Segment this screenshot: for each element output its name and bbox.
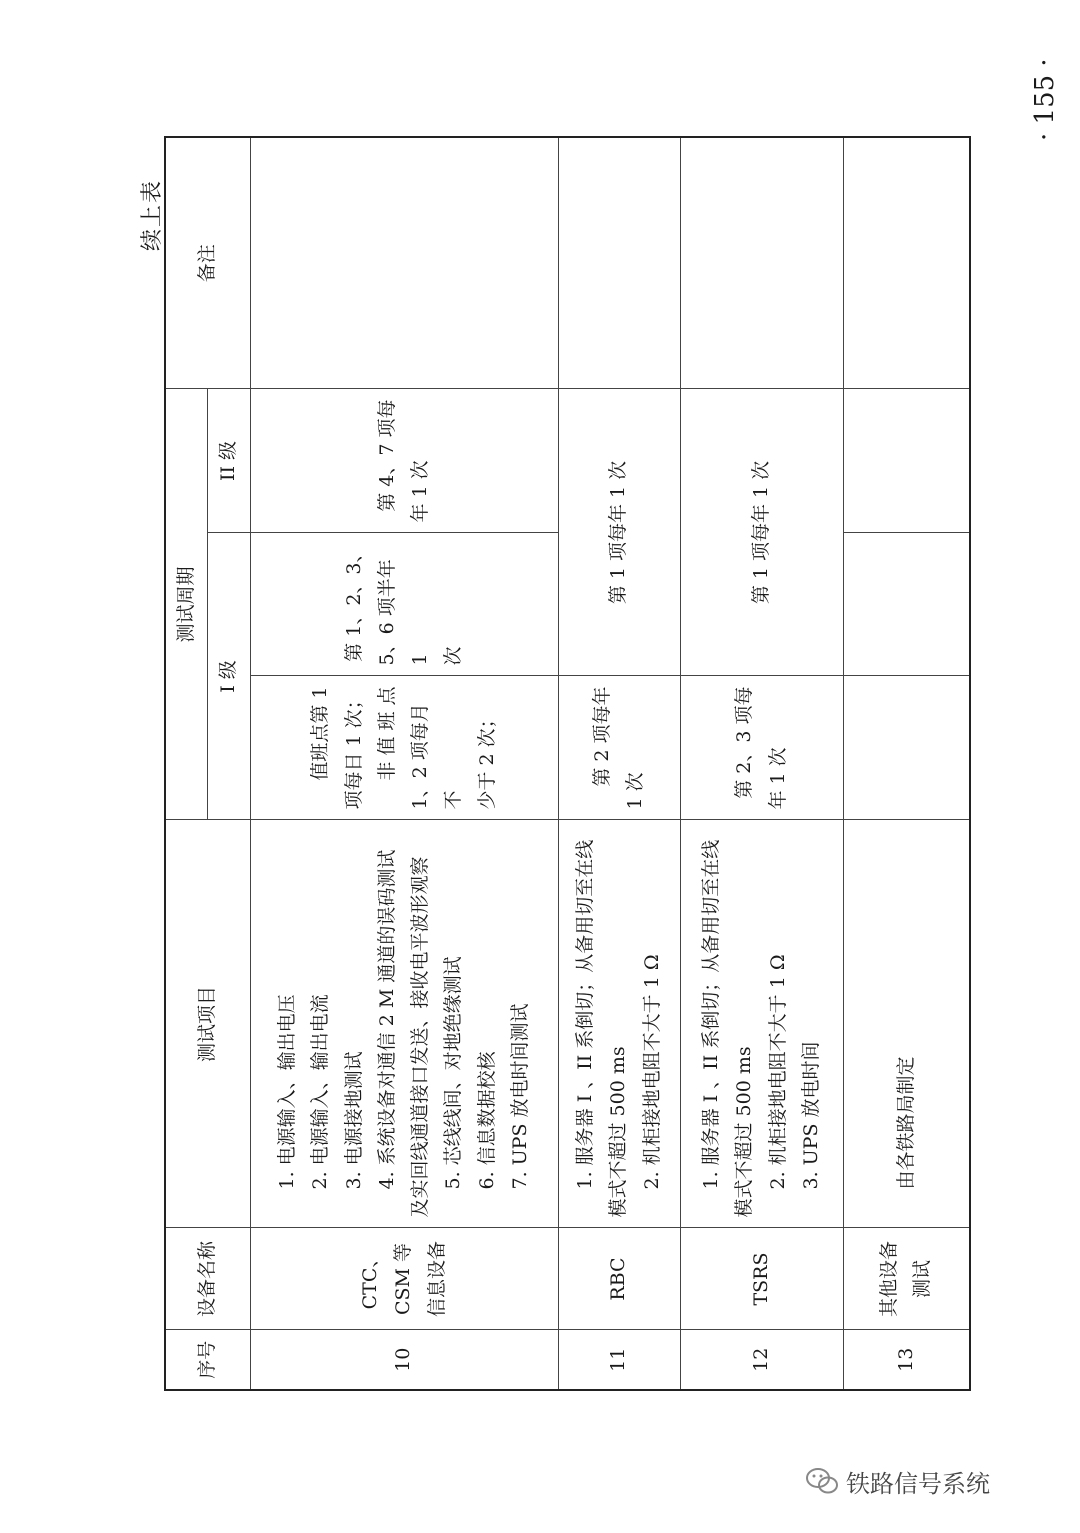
cycle-line: 值班点第 1: [309, 686, 332, 781]
level1a-cell: [250, 676, 558, 820]
cycle-line: 第 4、7 项每: [375, 399, 398, 512]
test-item: 模式不超过 500 ms: [607, 1046, 630, 1218]
cycle-line: 1 次: [624, 772, 646, 810]
watermark: [804, 1461, 1044, 1501]
page-number: · 155 ·: [1030, 58, 1060, 141]
table-row: [843, 137, 970, 1390]
cycle-line: 年 1 次: [409, 460, 431, 523]
cycle-line: 1、2 项每月不: [409, 703, 465, 810]
test-cycle-table: [164, 136, 971, 1391]
header-cycle: 测试周期: [165, 389, 208, 820]
header-device: 设备名称: [165, 1228, 250, 1330]
remark-cell: [843, 137, 970, 389]
items-cell: [558, 820, 680, 1228]
test-item: 1. 服务器 I 、II 系倒切；从备用切至在线: [574, 839, 597, 1190]
header-seq: 序号: [165, 1330, 250, 1390]
test-item: 7. UPS 放电时间测试: [508, 1003, 531, 1190]
device-cell: TSRS: [680, 1228, 843, 1330]
continued-label: 续上表: [140, 178, 165, 251]
level2-cell: [250, 389, 558, 533]
seq-cell: 11: [558, 1330, 680, 1390]
level1a-cell: [843, 676, 970, 820]
test-item: 5. 芯线线间、对地绝缘测试: [442, 956, 465, 1190]
cycle-line: 项每日 1 次；: [342, 690, 365, 810]
seq-cell: 12: [680, 1330, 843, 1390]
cycle-line: 少于 2 次；: [475, 709, 498, 810]
test-item: 6. 信息数据校核: [475, 1051, 498, 1190]
items-cell: [680, 820, 843, 1228]
level1b-cell: [250, 533, 558, 676]
items-cell: [250, 820, 558, 1228]
cycle-line: 非 值 班 点: [375, 686, 398, 781]
items-cell: [843, 820, 970, 1228]
cycle-line: 第 2、3 项每: [733, 686, 756, 799]
cycle-line: 第 1、2、3、: [342, 543, 365, 662]
device-cell: 其他设备测试: [843, 1228, 970, 1330]
test-item: 模式不超过 500 ms: [733, 1046, 756, 1218]
level1b-level2-cell: 第 1 项每年 1 次: [680, 389, 843, 676]
remark-cell: [558, 137, 680, 389]
table-row: [680, 137, 843, 1390]
watermark-text: 铁路信号系统: [846, 1469, 990, 1498]
header-items: 测试项目: [165, 820, 250, 1228]
cycle-line: 第 2 项每年: [590, 686, 613, 787]
test-item: 2. 机柜接地电阻不大于 1 Ω: [766, 954, 789, 1190]
header-level2: II 级: [208, 389, 250, 533]
test-item: 由各铁路局制定: [894, 1056, 917, 1190]
level1a-cell: [680, 676, 843, 820]
cycle-line: 次: [442, 646, 465, 666]
test-item: 1. 服务器 I 、II 系倒切；从备用切至在线: [700, 839, 722, 1190]
seq-cell: 10: [250, 1330, 558, 1390]
device-cell: RBC: [558, 1228, 680, 1330]
test-item: 2. 机柜接地电阻不大于 1 Ω: [640, 954, 663, 1190]
level1b-cell: [843, 533, 970, 676]
seq-cell: 13: [843, 1330, 970, 1390]
header-remark: 备注: [165, 137, 250, 389]
cycle-line: 年 1 次: [766, 747, 789, 810]
chat-bubble-icon: [804, 1465, 840, 1497]
cycle-line: 5、6 项半年 1: [375, 559, 431, 666]
test-item: 3. UPS 放电时间: [799, 1041, 822, 1190]
header-row: [165, 137, 208, 1390]
level1b-level2-cell: 第 1 项每年 1 次: [558, 389, 680, 676]
remark-cell: [250, 137, 558, 389]
device-cell: CTC、CSM 等信息设备: [250, 1228, 558, 1330]
table-row: [558, 137, 680, 1390]
test-item: 及实回线通道接口发送、接收电平波形观察: [409, 856, 431, 1218]
remark-cell: [680, 137, 843, 389]
test-item: 1. 电源输入、输出电压: [276, 994, 298, 1190]
level2-cell: [843, 389, 970, 533]
level1a-cell: [558, 676, 680, 820]
test-item: 4. 系统设备对通信 2 M 通道的误码测试: [375, 849, 398, 1190]
test-item: 3. 电源接地测试: [342, 1051, 365, 1190]
table-row: [250, 137, 558, 1390]
header-level1: I 级: [208, 533, 250, 820]
test-item: 2. 电源输入、输出电流: [309, 994, 332, 1190]
